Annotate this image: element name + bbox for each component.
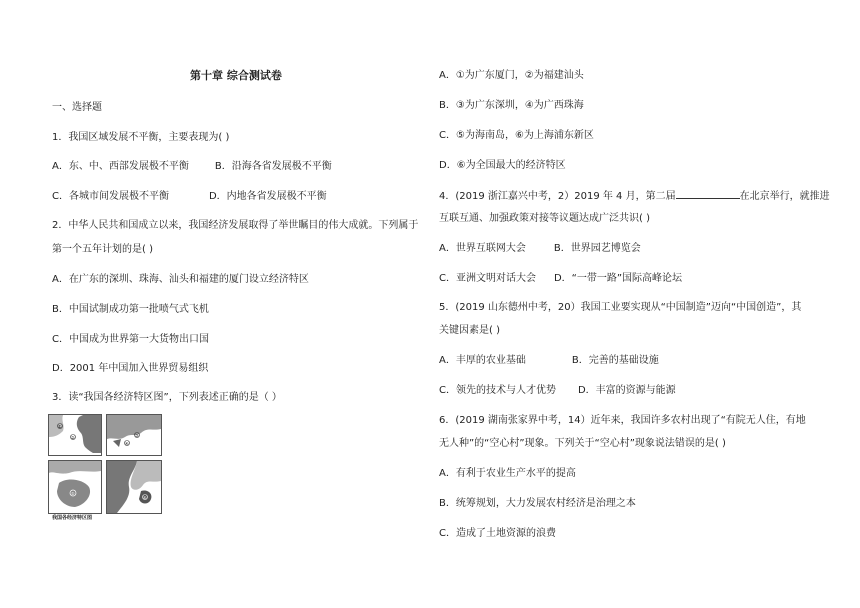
- q6-option-c: C．造成了土地资源的浪费: [439, 528, 556, 539]
- q4-options-row1: [439, 242, 641, 256]
- q4-stem-part2: 在北京举行，就推进: [739, 191, 830, 202]
- map-caption: 我国各经济特区图: [52, 515, 93, 521]
- economic-zones-map: [48, 414, 160, 514]
- q6-stem-line1: 6．(2019 湖南张家界中考，14）近年来，我国许多农村出现了“有院无人住，有地: [439, 415, 806, 426]
- q5-stem-line1: 5．(2019 山东德州中考，20）我国工业要实现从“中国制造”迈向“中国创造”，其: [439, 302, 802, 313]
- q1-option-d: D．内地各省发展极不平衡: [208, 191, 327, 202]
- map-label-3: ③: [135, 433, 139, 438]
- q3-option-d: D．⑥为全国最大的经济特区: [439, 160, 566, 171]
- q5-option-c: C．领先的技术与人才优势: [439, 385, 556, 396]
- q6-option-b: B．统筹规划，大力发展农村经济是治理之本: [439, 498, 636, 509]
- q5-options-row2: [439, 384, 676, 398]
- q5-stem-line2: 关键因素是( ): [439, 325, 500, 336]
- q5-option-b: B．完善的基础设施: [571, 355, 659, 366]
- map-label-1: ①: [58, 424, 62, 429]
- page-title: 第十章 综合测试卷: [190, 69, 282, 82]
- q4-stem-part1: 4．(2019 浙江嘉兴中考，2）2019 年 4 月，第二届: [439, 191, 676, 202]
- q1-options-row2: [52, 190, 327, 204]
- q6-stem-line2: 无人种”的“空心村”现象。下列关于“空心村”现象说法错误的是( ): [439, 438, 726, 449]
- q1-option-c: C．各城市间发展极不平衡: [52, 191, 169, 202]
- q2-option-b: B．中国试制成功第一批喷气式飞机: [52, 304, 209, 315]
- q1-stem: 1．我国区域发展不平衡，主要表现为( ): [52, 132, 230, 143]
- map-panel-hainan: [48, 460, 102, 514]
- q2-option-c: C．中国成为世界第一大货物出口国: [52, 334, 209, 345]
- q4-option-c: C．亚洲文明对话大会: [439, 273, 536, 284]
- map-label-4: ④: [125, 441, 129, 446]
- map-label-2: ②: [71, 435, 75, 440]
- q4-option-b: B．世界园艺博览会: [553, 243, 641, 254]
- q1-options-row1: [52, 160, 332, 174]
- q5-option-a: A．丰厚的农业基础: [439, 355, 526, 366]
- q4-options-row2: [439, 272, 682, 286]
- q1-option-b: B．沿海各省发展极不平衡: [214, 161, 332, 172]
- section-heading: 一、选择题: [52, 102, 102, 113]
- q5-option-d: D．丰富的资源与能源: [577, 385, 676, 396]
- map-label-6: ⑥: [143, 495, 147, 500]
- q2-stem-line2: 第一个五年计划的是( ): [52, 244, 153, 255]
- map-panel-pudong: [106, 460, 162, 514]
- q5-options-row1: [439, 354, 659, 368]
- q2-option-a: A．在广东的深圳、珠海、汕头和福建的厦门设立经济特区: [52, 274, 309, 285]
- q4-option-a: A．世界互联网大会: [439, 243, 526, 254]
- q2-option-d: D．2001 年中国加入世界贸易组织: [52, 363, 209, 374]
- q4-stem-line2: 互联互通、加强政策对接等议题达成广泛共识( ): [439, 213, 650, 224]
- map-label-5: ⑤: [71, 491, 75, 496]
- q2-stem-line1: 2．中华人民共和国成立以来，我国经济发展取得了举世瞩目的伟大成就。下列属于: [52, 220, 419, 231]
- q6-option-a: A．有利于农业生产水平的提高: [439, 468, 576, 479]
- q1-option-a: A．东、中、西部发展极不平衡: [52, 161, 189, 172]
- q4-blank: [676, 189, 740, 199]
- map-panel-shenzhen: [106, 414, 162, 456]
- q4-stem-line1: [439, 189, 830, 204]
- q3-option-a: A．①为广东厦门，②为福建汕头: [439, 70, 584, 81]
- map-panel-xiamen: [48, 414, 102, 456]
- q3-stem: 3．读“我国各经济特区图”，下列表述正确的是（ ）: [52, 392, 282, 403]
- q3-option-b: B．③为广东深圳，④为广西珠海: [439, 100, 584, 111]
- q3-option-c: C．⑤为海南岛，⑥为上海浦东新区: [439, 130, 594, 141]
- q4-option-d: D．“一带一路”国际高峰论坛: [553, 273, 683, 284]
